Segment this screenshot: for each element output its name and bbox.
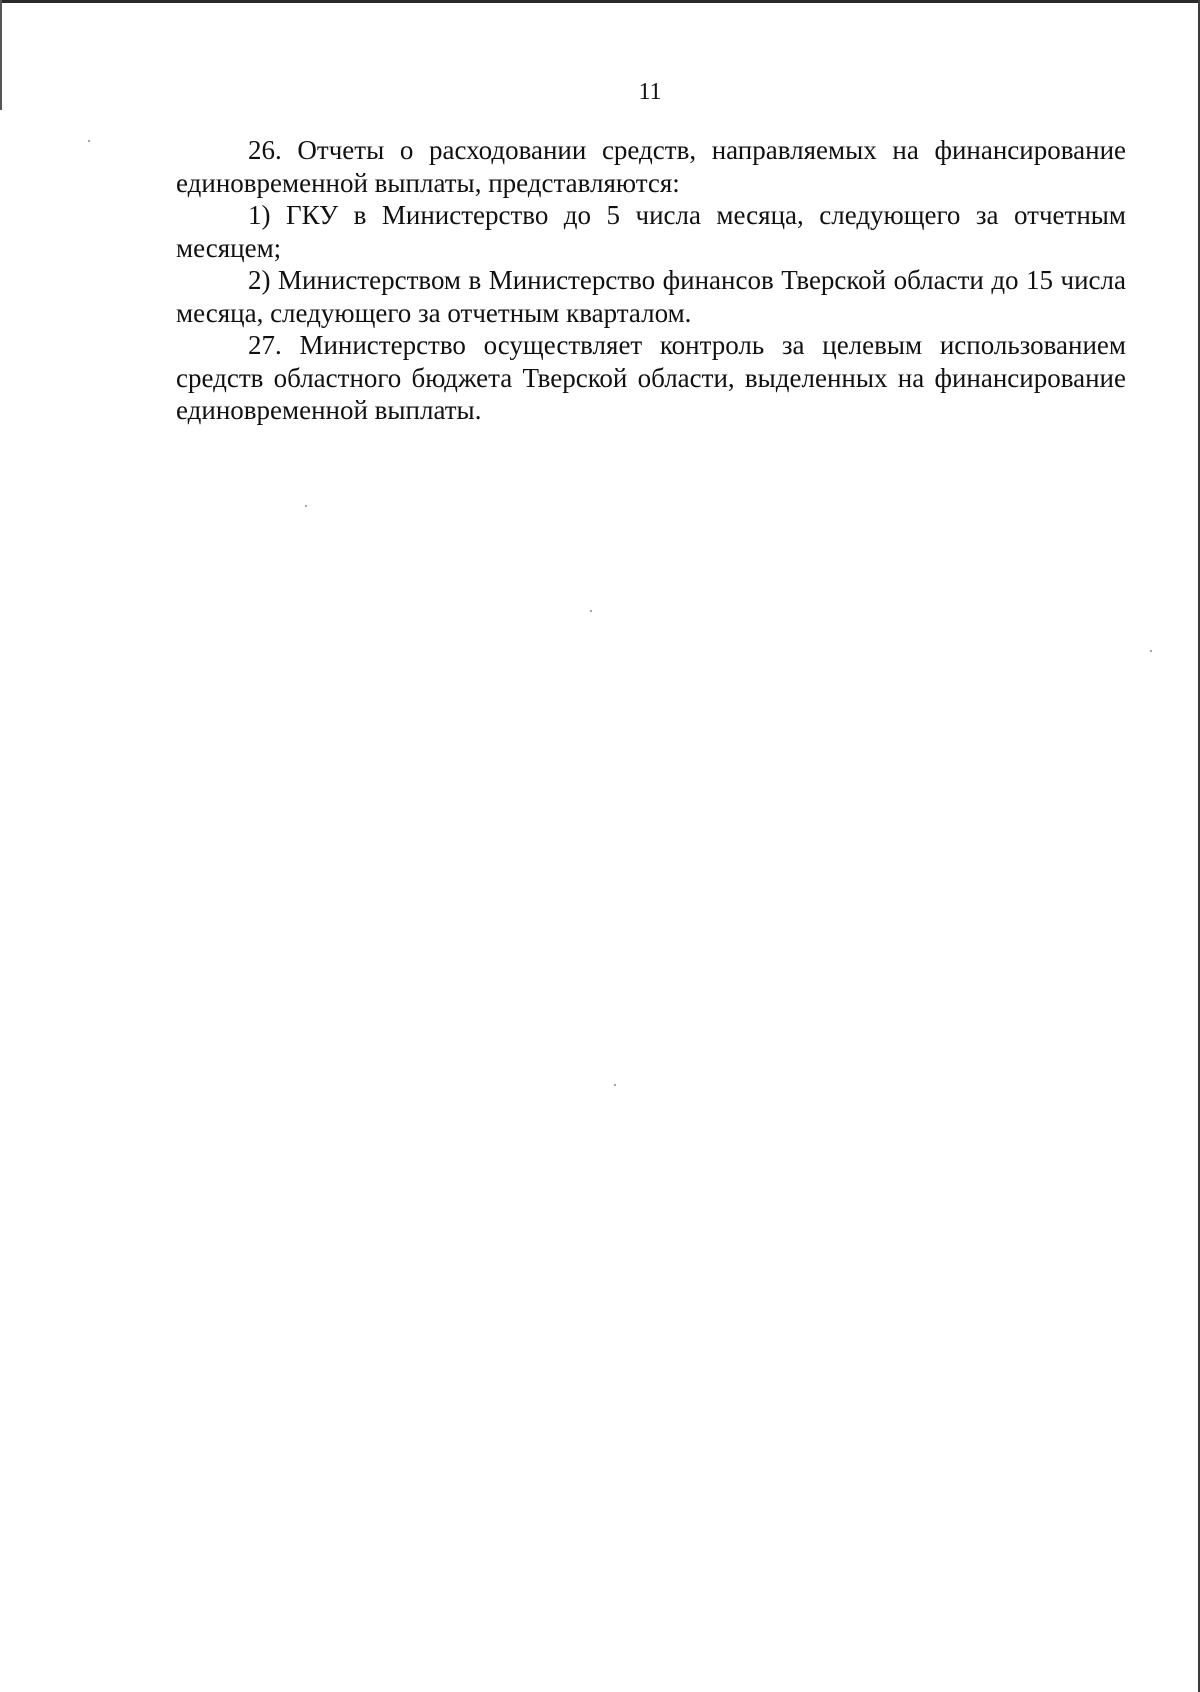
scan-speck (1150, 650, 1152, 652)
document-body (176, 134, 1126, 427)
paragraph-27: 27. Министерство осуществляет контроль за целевым использованием средств областного бюджета Тверской области, выделенных на финансирование единовременной выплаты. (176, 330, 1126, 425)
scan-edge-top (0, 0, 1200, 3)
paragraph-26: 26. Отчеты о расходовании средств, направляемых на финансирование единовременной выплаты, представляются: (176, 135, 1126, 198)
page-number: 11 (638, 79, 662, 105)
scan-speck (88, 140, 90, 142)
scan-speck (614, 1084, 616, 1086)
paragraph-26-item-1: 1) ГКУ в Министерство до 5 числа месяца, следующего за отчетным месяцем; (176, 200, 1126, 263)
paragraph-26-item-2: 2) Министерством в Министерство финансов Тверской области до 15 числа месяца, следующего за отчетным кварталом. (176, 265, 1126, 328)
scan-speck (305, 505, 307, 507)
scan-speck (590, 610, 592, 612)
